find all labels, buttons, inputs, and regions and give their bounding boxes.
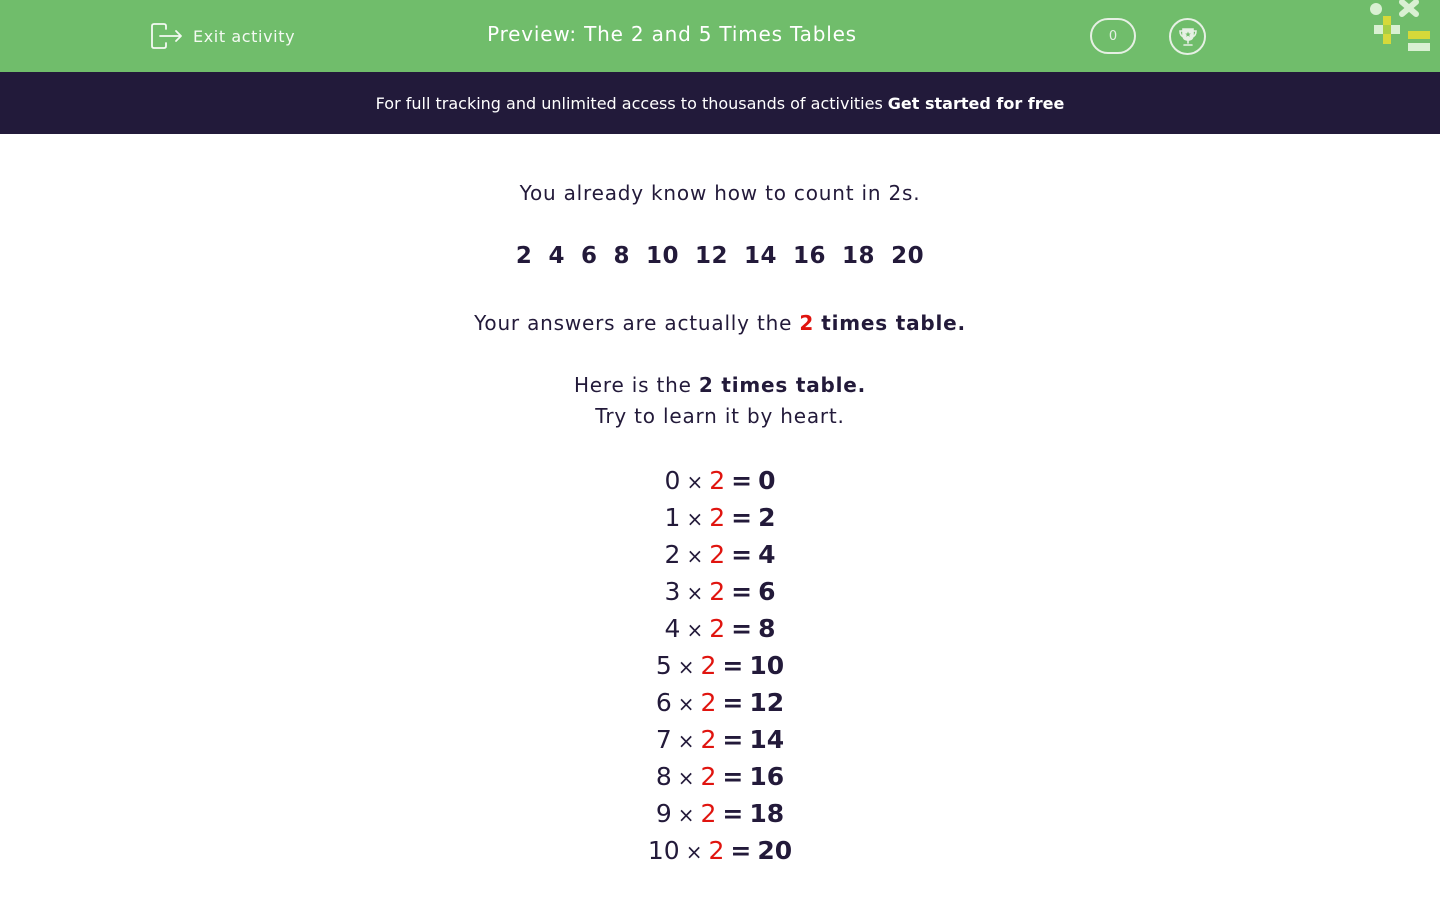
equals-sign: = xyxy=(731,577,753,606)
product: 10 xyxy=(749,651,785,680)
equals-sign: = xyxy=(722,651,744,680)
equals-sign: = xyxy=(730,836,752,865)
learn-instruction: Try to learn it by heart. xyxy=(595,404,845,428)
times-sign: × xyxy=(677,692,695,716)
times-sign: × xyxy=(677,655,695,679)
times-table-row xyxy=(0,762,1440,799)
times-table-row xyxy=(0,836,1440,873)
times-table-row xyxy=(0,799,1440,836)
multiplier: 2 xyxy=(709,466,726,495)
multiplicand: 1 xyxy=(664,503,681,532)
equals-sign: = xyxy=(722,725,744,754)
times-sign: × xyxy=(686,544,704,568)
sequence-number: 14 xyxy=(744,243,778,269)
times-table-row xyxy=(0,503,1440,540)
product: 4 xyxy=(758,540,776,569)
equals-sign: = xyxy=(722,688,744,717)
times-table-row xyxy=(0,688,1440,725)
product: 6 xyxy=(758,577,776,606)
sequence-number: 4 xyxy=(548,243,565,269)
multiplier: 2 xyxy=(700,799,717,828)
multiplicand: 6 xyxy=(655,688,672,717)
times-sign: × xyxy=(677,803,695,827)
multiplicand: 2 xyxy=(664,540,681,569)
times-table-row xyxy=(0,651,1440,688)
equals-sign: = xyxy=(722,799,744,828)
get-started-link[interactable]: Get started for free xyxy=(887,93,1065,113)
multiplier: 2 xyxy=(700,762,717,791)
signup-banner xyxy=(0,72,1440,134)
multiplier: 2 xyxy=(708,836,725,865)
times-table-row xyxy=(0,614,1440,651)
times-sign: × xyxy=(686,470,704,494)
count-sequence xyxy=(0,243,1440,269)
multiplicand: 7 xyxy=(655,725,672,754)
banner-text: For full tracking and unlimited access to thousands of activities xyxy=(375,93,883,113)
equals-sign: = xyxy=(722,762,744,791)
multiplier: 2 xyxy=(709,614,726,643)
trophy-icon xyxy=(1177,26,1199,48)
sequence-number: 12 xyxy=(695,243,729,269)
multiplicand: 3 xyxy=(664,577,681,606)
exit-activity-label: Exit activity xyxy=(193,26,296,46)
multiplicand: 8 xyxy=(655,762,672,791)
trophy-button[interactable] xyxy=(1169,18,1206,55)
score-value: 0 xyxy=(1108,28,1118,44)
answers-suffix: times table. xyxy=(821,311,966,335)
product: 0 xyxy=(758,466,776,495)
here-bold: 2 times table. xyxy=(698,373,867,397)
times-sign: × xyxy=(686,618,704,642)
sequence-number: 6 xyxy=(580,243,598,269)
multiplier: 2 xyxy=(700,651,717,680)
sequence-number: 16 xyxy=(793,243,827,269)
product: 16 xyxy=(749,762,785,791)
times-table-row xyxy=(0,466,1440,503)
here-prefix: Here is the xyxy=(573,373,692,397)
math-symbols-logo-icon xyxy=(1366,0,1440,60)
equals-sign: = xyxy=(731,614,753,643)
times-table-row xyxy=(0,577,1440,614)
multiplier: 2 xyxy=(709,503,726,532)
sequence-number: 20 xyxy=(891,243,925,269)
times-table-row xyxy=(0,540,1440,577)
sequence-number: 2 xyxy=(515,243,533,269)
answers-statement xyxy=(0,311,1440,335)
score-counter xyxy=(1090,18,1136,54)
top-bar xyxy=(0,0,1440,72)
product: 20 xyxy=(757,836,793,865)
equals-sign: = xyxy=(731,466,753,495)
product: 8 xyxy=(758,614,776,643)
times-sign: × xyxy=(685,840,703,864)
equals-sign: = xyxy=(731,540,753,569)
product: 12 xyxy=(749,688,785,717)
answers-prefix: Your answers are actually the xyxy=(474,311,793,335)
intro-text: You already know how to count in 2s. xyxy=(519,181,921,205)
page-title: Preview: The 2 and 5 Times Tables xyxy=(487,22,857,46)
sequence-number: 18 xyxy=(842,243,876,269)
answers-number: 2 xyxy=(799,311,815,335)
multiplier: 2 xyxy=(709,540,726,569)
times-sign: × xyxy=(677,766,695,790)
multiplicand: 10 xyxy=(647,836,680,865)
times-sign: × xyxy=(677,729,695,753)
times-table xyxy=(0,466,1440,873)
here-statement xyxy=(0,373,1440,397)
product: 14 xyxy=(749,725,785,754)
times-table-row xyxy=(0,725,1440,762)
multiplier: 2 xyxy=(700,688,717,717)
product: 2 xyxy=(758,503,776,532)
times-sign: × xyxy=(686,507,704,531)
multiplicand: 0 xyxy=(664,466,681,495)
multiplicand: 9 xyxy=(655,799,672,828)
multiplier: 2 xyxy=(709,577,726,606)
sequence-number: 10 xyxy=(645,243,679,269)
product: 18 xyxy=(749,799,785,828)
multiplicand: 5 xyxy=(655,651,672,680)
sequence-number: 8 xyxy=(613,243,630,269)
multiplicand: 4 xyxy=(664,614,681,643)
times-sign: × xyxy=(686,581,704,605)
multiplier: 2 xyxy=(700,725,717,754)
equals-sign: = xyxy=(731,503,753,532)
